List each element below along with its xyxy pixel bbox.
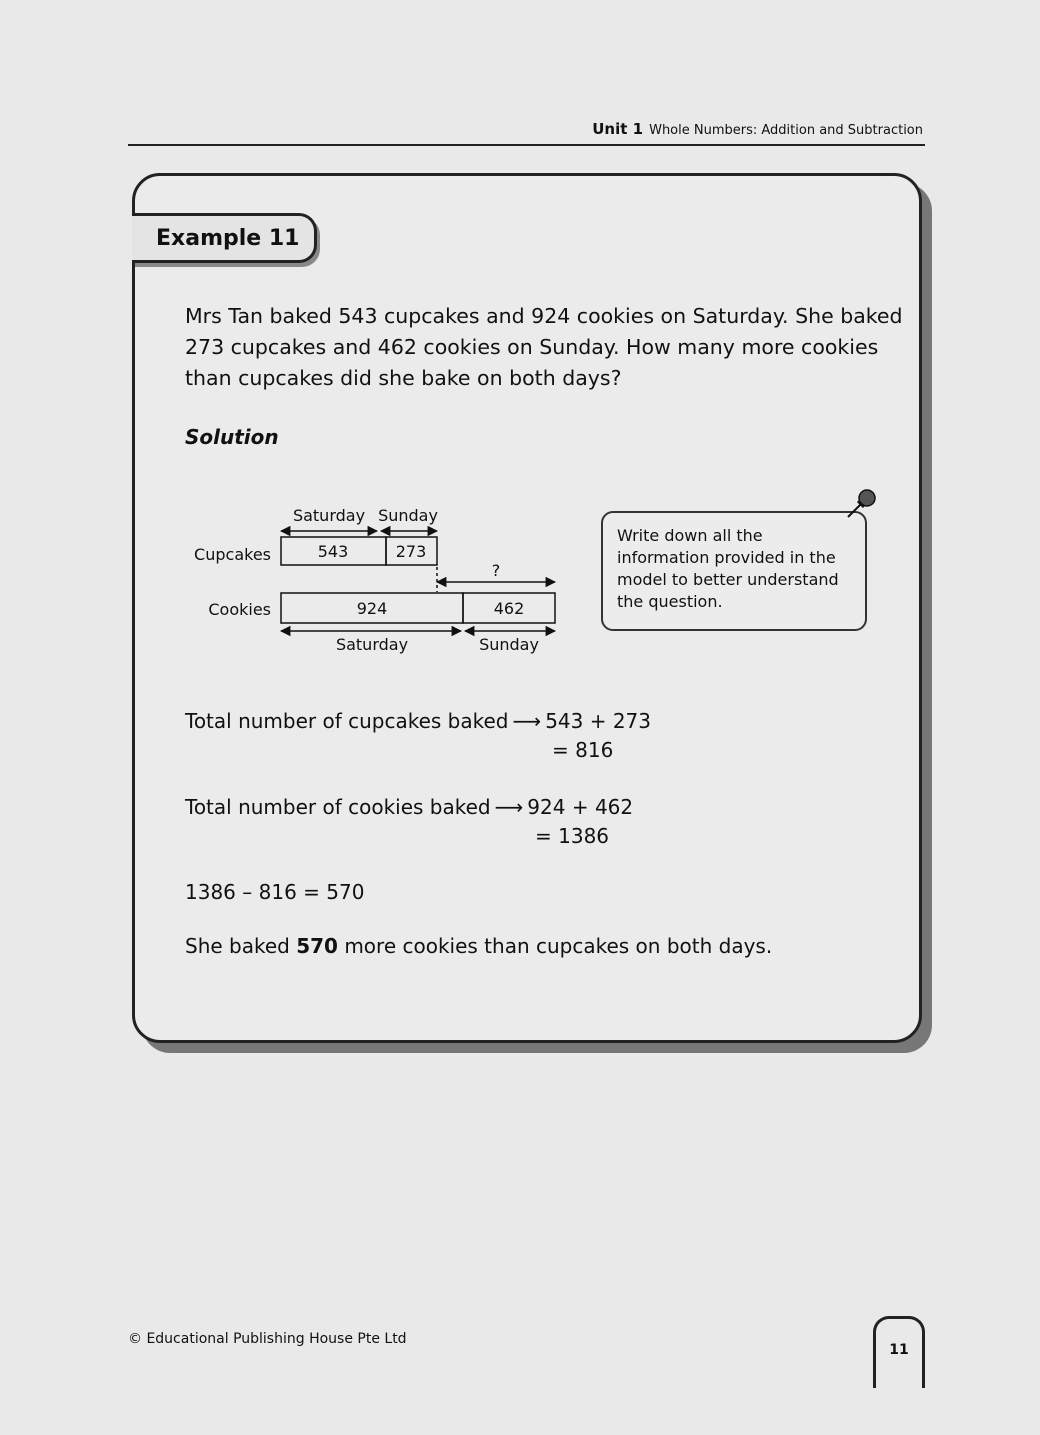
unit-title — [592, 120, 923, 138]
unit-number: Unit 1 — [592, 120, 644, 138]
cupcakes-sunday-value: 273 — [395, 542, 427, 561]
question-text: Mrs Tan baked 543 cupcakes and 924 cookies on Saturday. She baked 273 cupcakes and 462 cookies on Sunday. How many more cookies than cupcakes did she bake on both days? — [185, 304, 903, 390]
cookies-total-step — [185, 793, 633, 822]
unit-topic: Whole Numbers: Addition and Subtraction — [649, 123, 923, 138]
right-arrow-icon: ⟶ — [494, 795, 524, 819]
cupcakes-total-expression: 543 + 273 — [545, 709, 652, 733]
cookies-saturday-value: 924 — [356, 599, 388, 618]
cupcakes-total-label: Total number of cupcakes baked — [185, 709, 509, 733]
example-label: Example 11 — [156, 226, 300, 251]
cookies-total-label: Total number of cookies baked — [185, 795, 491, 819]
cookies-sunday-value: 462 — [493, 599, 525, 618]
answer-value: 570 — [296, 934, 338, 958]
cupcakes-label: Cupcakes — [194, 545, 271, 564]
bottom-saturday-label: Saturday — [335, 635, 409, 654]
cupcakes-total-result: = 816 — [552, 738, 614, 762]
solution-label: Solution — [185, 425, 279, 449]
right-arrow-icon: ⟶ — [512, 709, 542, 733]
unknown-difference-label: ? — [491, 561, 501, 580]
answer-after: more cookies than cupcakes on both days. — [337, 934, 773, 958]
bottom-sunday-label: Sunday — [479, 635, 539, 654]
page-header — [128, 108, 925, 146]
cookies-label: Cookies — [208, 600, 271, 619]
pushpin-icon — [840, 486, 880, 526]
tip-box — [601, 511, 867, 631]
cupcakes-total-step — [185, 707, 651, 736]
page-number-tab — [873, 1316, 925, 1388]
cookies-total-result: = 1386 — [535, 824, 610, 848]
top-saturday-label: Saturday — [292, 506, 366, 525]
example-card — [132, 173, 922, 1043]
publisher-footer: © Educational Publishing House Pte Ltd — [128, 1331, 407, 1347]
page-number: 11 — [889, 1342, 909, 1358]
answer-sentence — [185, 934, 772, 958]
top-sunday-label: Sunday — [378, 506, 438, 525]
tip-text: Write down all the information provided in the model to better understand the question. — [617, 526, 839, 611]
cookies-total-expression: 924 + 462 — [527, 795, 634, 819]
answer-before: She baked — [185, 934, 297, 958]
cupcakes-saturday-value: 543 — [317, 542, 349, 561]
difference-step: 1386 – 816 = 570 — [185, 880, 365, 904]
